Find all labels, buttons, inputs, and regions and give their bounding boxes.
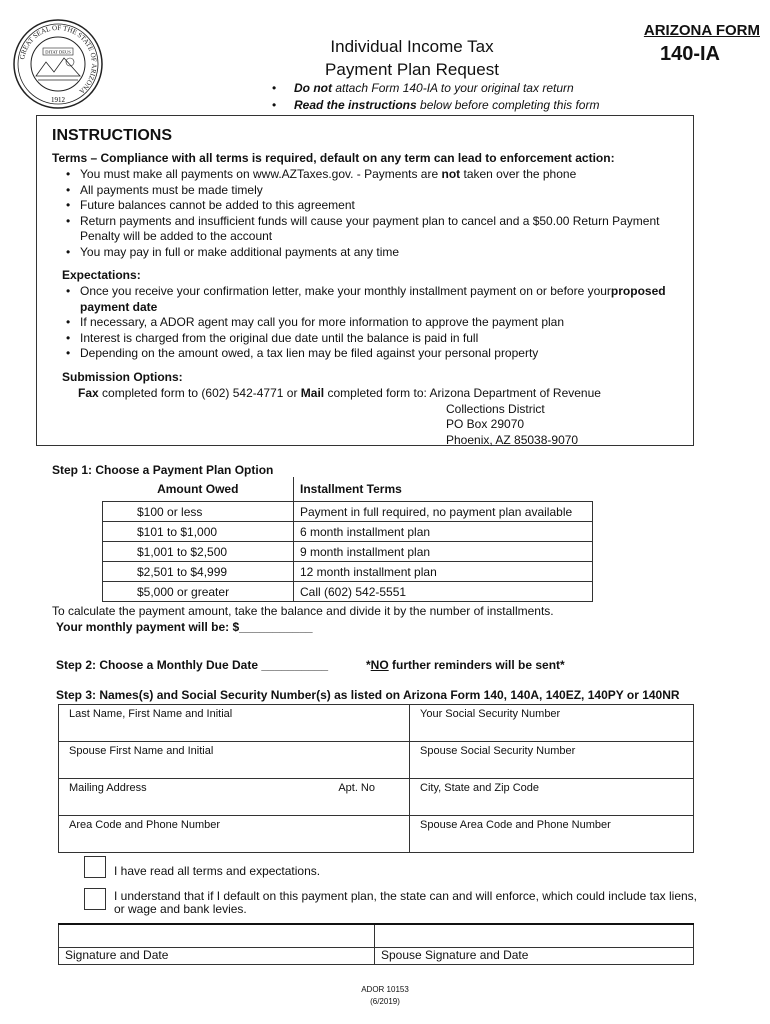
form-footer <box>300 984 470 1008</box>
signature-field[interactable] <box>58 925 374 964</box>
signature-label: Signature and Date <box>65 948 169 962</box>
expectations-item: • Depending on the amount owed, a tax lien may be filed against your personal property <box>60 346 690 362</box>
terms-heading: Terms – Compliance with all terms is required, default on any term can lead to enforcement action: <box>52 151 615 165</box>
table-row <box>103 522 593 542</box>
amount-cell: $1,001 to $2,500 <box>103 542 294 562</box>
expectations-item: • If necessary, a ADOR agent may call you for more information to approve the payment plan <box>60 315 690 331</box>
expectations-list <box>60 284 690 362</box>
terms-item: • You must make all payments on www.AZTaxes.gov. - Payments are not taken over the phone <box>60 167 690 183</box>
form-title <box>282 35 542 81</box>
name-field[interactable]: Last Name, First Name and Initial <box>59 705 410 742</box>
title-line-1: Individual Income Tax <box>330 37 494 56</box>
spouse-name-field[interactable]: Spouse First Name and Initial <box>59 742 410 779</box>
step1-heading: Step 1: Choose a Payment Plan Option <box>52 463 274 477</box>
address-line: PO Box 29070 <box>446 417 525 431</box>
amount-cell: $5,000 or greater <box>103 582 294 602</box>
read-terms-label: I have read all terms and expectations. <box>114 864 321 878</box>
terms-cell: 12 month installment plan <box>294 562 593 582</box>
form-notes <box>272 80 599 114</box>
read-terms-checkbox[interactable] <box>84 856 106 878</box>
terms-item: • All payments must be made timely <box>60 183 690 199</box>
mailing-address-label: Mailing Address <box>69 782 147 794</box>
step3-heading: Step 3: Names(s) and Social Security Number(s) as listed on Arizona Form 140, 140A, 140EZ, 140PY or 140NR <box>56 688 680 702</box>
expectations-item: • Interest is charged from the original due date until the balance is paid in full <box>60 331 690 347</box>
amount-cell: $101 to $1,000 <box>103 522 294 542</box>
form-number: 140-IA <box>659 43 720 65</box>
spouse-signature-field[interactable] <box>374 925 694 964</box>
due-date-field[interactable]: Step 2: Choose a Monthly Due Date __________ <box>56 658 329 672</box>
calculation-note: To calculate the payment amount, take the balance and divide it by the number of installments. <box>52 604 554 618</box>
expectations-heading: Expectations: <box>62 268 141 282</box>
city-state-zip-field[interactable]: City, State and Zip Code <box>410 779 694 816</box>
terms-item: • Future balances cannot be added to this agreement <box>60 198 690 214</box>
table-row <box>103 582 593 602</box>
terms-item: • Return payments and insufficient funds will cause your payment plan to cancel and a $50.00 Return Payment Penalty will be added to the account <box>60 214 680 245</box>
submission-heading: Submission Options: <box>62 370 183 384</box>
arizona-state-seal <box>12 18 104 110</box>
default-terms-label: I understand that if I default on this payment plan, the state can and will enforce, which could include tax liens, or wage and bank levies. <box>114 889 698 916</box>
address-line: Collections District <box>446 401 545 416</box>
apt-label: Apt. No <box>338 782 375 794</box>
no-reminders-note: *NO further reminders will be sent* <box>366 658 565 672</box>
form-revision: (6/2019) <box>370 997 400 1006</box>
terms-list <box>60 167 690 260</box>
default-terms-checkbox[interactable] <box>84 888 106 910</box>
address-line: Phoenix, AZ 85038-9070 <box>446 432 579 447</box>
col-installment-terms: Installment Terms <box>294 477 593 502</box>
spouse-ssn-field[interactable]: Spouse Social Security Number <box>410 742 694 779</box>
terms-cell: 6 month installment plan <box>294 522 593 542</box>
form-label: ARIZONA FORM <box>643 22 760 39</box>
seal-year: 1912 <box>51 96 65 104</box>
phone-field[interactable]: Area Code and Phone Number <box>59 816 410 853</box>
seal-ring-text: GREAT SEAL OF THE STATE OF ARIZONA <box>18 23 99 96</box>
terms-cell: 9 month installment plan <box>294 542 593 562</box>
terms-cell: Payment in full required, no payment plan available <box>294 502 593 522</box>
table-row <box>103 502 593 522</box>
expectations-item: • Once you receive your confirmation letter, make your monthly installment payment on or before yourproposed payment date <box>60 284 690 315</box>
note-item: • Do not attach Form 140-IA to your original tax return <box>272 80 599 97</box>
amount-cell: $2,501 to $4,999 <box>103 562 294 582</box>
taxpayer-info-table <box>58 704 694 853</box>
spouse-phone-field[interactable]: Spouse Area Code and Phone Number <box>410 816 694 853</box>
note-item: • Read the instructions below before completing this form <box>272 97 599 114</box>
mailing-address-field[interactable] <box>59 779 410 816</box>
mailing-address-block <box>446 386 578 448</box>
table-row <box>103 542 593 562</box>
form-id: ADOR 10153 <box>361 985 409 994</box>
instructions-heading: INSTRUCTIONS <box>52 127 172 144</box>
ssn-field[interactable]: Your Social Security Number <box>410 705 694 742</box>
title-line-2: Payment Plan Request <box>325 60 499 79</box>
col-amount-owed: Amount Owed <box>103 477 294 502</box>
amount-cell: $100 or less <box>103 502 294 522</box>
signature-block <box>58 923 694 965</box>
terms-cell: Call (602) 542-5551 <box>294 582 593 602</box>
terms-item: • You may pay in full or make additional payments at any time <box>60 245 690 261</box>
payment-plan-table <box>102 477 593 602</box>
spouse-signature-label: Spouse Signature and Date <box>381 948 529 962</box>
monthly-payment-field[interactable]: Your monthly payment will be: $___________ <box>56 620 313 634</box>
submission-text: Fax completed form to (602) 542-4771 or Mail completed form to: Arizona Department of Revenue <box>78 386 601 400</box>
table-row <box>103 562 593 582</box>
seal-motto: DITAT DEUS <box>45 49 71 55</box>
